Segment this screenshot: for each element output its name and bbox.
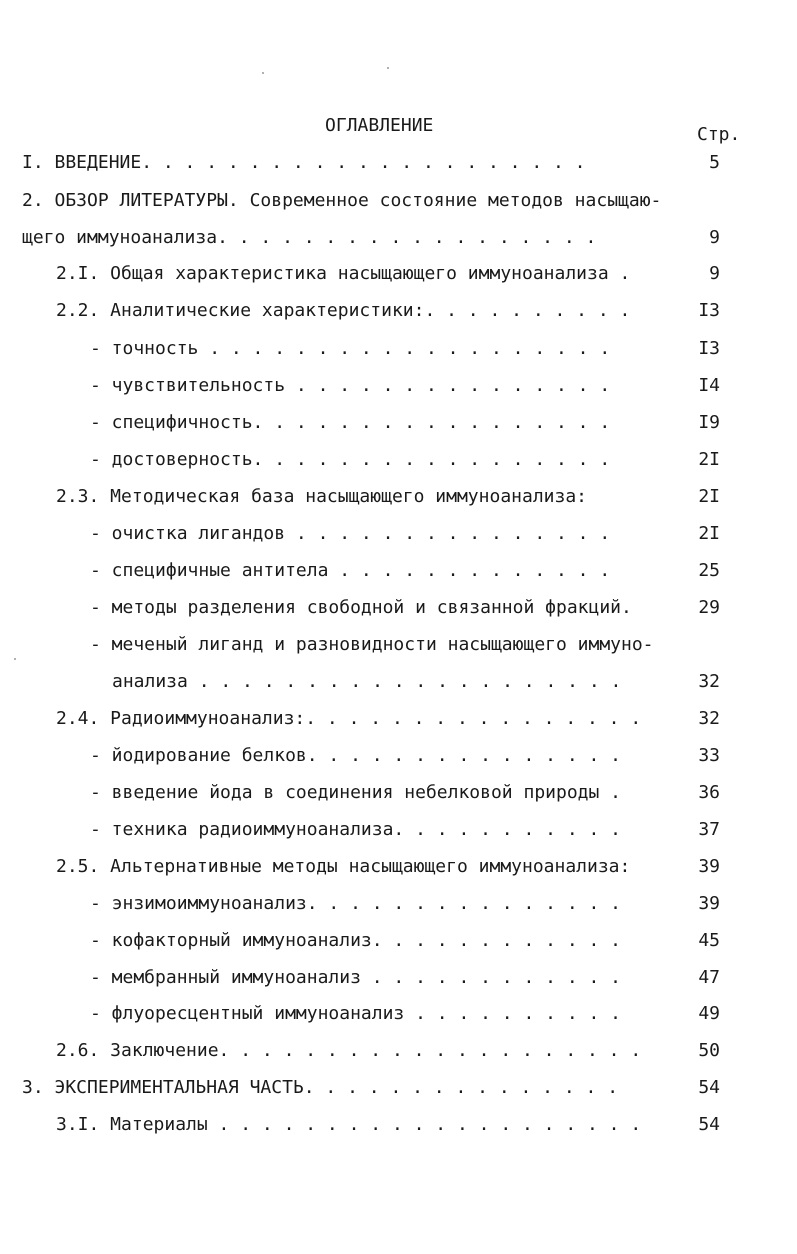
toc-entry-text: щего иммуноанализа. . . . . . . . . . . . . . . . . . (22, 227, 597, 248)
toc-entry-text: 2. ОБЗОР ЛИТЕРАТУРЫ. Современное состояние методов насыщаю- (22, 190, 662, 211)
toc-page-number: I3 (698, 338, 720, 359)
toc-entry-text: 3.I. Материалы . . . . . . . . . . . . . . . . . . . . (56, 1114, 642, 1135)
toc-page-number: 39 (698, 856, 720, 877)
toc-entry-text: - мембранный иммуноанализ . . . . . . . . . . . . (90, 967, 622, 988)
page-column-label: Стр. (697, 124, 741, 145)
toc-entry-text: - кофакторный иммуноанализ. . . . . . . . . . . . (90, 930, 622, 951)
toc-entry-text: - методы разделения свободной и связанной фракций. (90, 597, 632, 618)
toc-page-number: 9 (709, 227, 720, 248)
toc-entry-text: - очистка лигандов . . . . . . . . . . . . . . . (90, 523, 611, 544)
toc-entry-text: 2.2. Аналитические характеристики:. . . . . . . . . . (56, 300, 631, 321)
toc-entry-text: анализа . . . . . . . . . . . . . . . . . . . . (112, 671, 622, 692)
toc-page-number: 49 (698, 1003, 720, 1024)
toc-page-number: 54 (698, 1077, 720, 1098)
toc-page-number: I9 (698, 412, 720, 433)
toc-page-number: 9 (709, 263, 720, 284)
toc-page-number: 2I (698, 449, 720, 470)
toc-entry-text: - специфичность. . . . . . . . . . . . . . . . . (90, 412, 611, 433)
toc-page-number: 2I (698, 523, 720, 544)
toc-entry-text: - достоверность. . . . . . . . . . . . . . . . . (90, 449, 611, 470)
toc-page-number: 45 (698, 930, 720, 951)
toc-page-number: 39 (698, 893, 720, 914)
toc-entry-text: 3. ЭКСПЕРИМЕНТАЛЬНАЯ ЧАСТЬ. . . . . . . . . . . . . . . (22, 1077, 619, 1098)
toc-entry-text: - флуоресцентный иммуноанализ . . . . . . . . . . (90, 1003, 622, 1024)
toc-entry-text: - энзимоиммуноанализ. . . . . . . . . . . . . . . (90, 893, 622, 914)
toc-page-number: 33 (698, 745, 720, 766)
toc-entry-text: - меченый лиганд и разновидности насыщающего иммуно- (90, 634, 654, 655)
toc-entry-text: 2.I. Общая характеристика насыщающего иммуноанализа . (56, 263, 631, 284)
toc-entry-text: 2.4. Радиоиммуноанализ:. . . . . . . . . . . . . . . . (56, 708, 642, 729)
scan-speck (262, 72, 264, 74)
toc-entry-text: - специфичные антитела . . . . . . . . . . . . . (90, 560, 611, 581)
toc-title: ОГЛАВЛЕНИЕ (325, 115, 434, 136)
toc-entry-text: - чувствительность . . . . . . . . . . . . . . . (90, 375, 611, 396)
toc-page-number: I3 (698, 300, 720, 321)
toc-entry-text: 2.6. Заключение. . . . . . . . . . . . . . . . . . . . (56, 1040, 642, 1061)
toc-entry-text: I. ВВЕДЕНИЕ. . . . . . . . . . . . . . . . . . . . . (22, 152, 586, 173)
toc-page-number: 29 (698, 597, 720, 618)
toc-page-number: I4 (698, 375, 720, 396)
toc-page-number: 47 (698, 967, 720, 988)
toc-entry-text: 2.5. Альтернативные методы насыщающего иммуноанализа: (56, 856, 631, 877)
toc-page-number: 37 (698, 819, 720, 840)
toc-entry-text: - йодирование белков. . . . . . . . . . . . . . . (90, 745, 622, 766)
toc-page-number: 25 (698, 560, 720, 581)
toc-page-number: 54 (698, 1114, 720, 1135)
toc-entry-text: 2.3. Методическая база насыщающего иммуноанализа: (56, 486, 588, 507)
toc-page-number: 2I (698, 486, 720, 507)
scan-speck (14, 658, 16, 660)
scan-speck (387, 67, 389, 69)
toc-entry-text: - техника радиоиммуноанализа. . . . . . . . . . . (90, 819, 622, 840)
toc-page-number: 32 (698, 671, 720, 692)
toc-page-number: 50 (698, 1040, 720, 1061)
toc-entry-text: - точность . . . . . . . . . . . . . . . . . . . (90, 338, 611, 359)
toc-page-number: 5 (709, 152, 720, 173)
toc-entry-text: - введение йода в соединения небелковой природы . (90, 782, 622, 803)
toc-page-number: 36 (698, 782, 720, 803)
toc-page-number: 32 (698, 708, 720, 729)
